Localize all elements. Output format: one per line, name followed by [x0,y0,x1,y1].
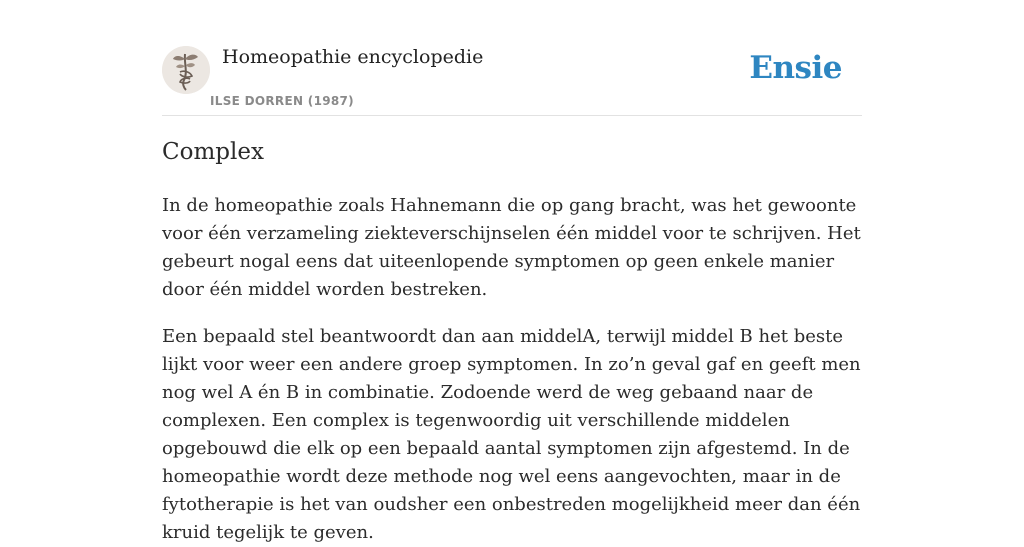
body-paragraph-2: Een bepaald stel beantwoordt dan aan middelA, terwijl middel B het beste lijkt voor weer een andere groep symptomen. In zo’n geval gaf en geeft men nog wel A én B in combinatie. Zodoende werd de weg gebaand naar de complexen. Een complex is tegenwoordig uit verschillende middelen opgebouwd die elk op een bepaald aantal symptomen zijn afgestemd. In de homeopathie wordt deze methode nog wel eens aangevochten, maar in de fytotherapie is het van oudsher een onbestreden mogelijkheid meer dan één kruid tegelijk te geven. [162,326,861,543]
author-line: ILSE DORREN (1987) [210,94,354,108]
entry-card [162,0,862,543]
source-title[interactable]: Homeopathie encyclopedie [222,46,484,68]
page-title: Complex [162,139,264,165]
brand-logo[interactable]: Ensie [749,50,842,86]
plant-caduceus-icon[interactable] [162,46,210,94]
entry-header [162,0,862,116]
body-paragraph-1: In de homeopathie zoals Hahnemann die op gang bracht, was het gewoonte voor één verzameling ziekteverschijnselen één middel voor te schrijven. Het gebeurt nogal eens dat uiteenlopende symptomen op geen enkele manier door één middel worden bestreken. [162,195,861,300]
